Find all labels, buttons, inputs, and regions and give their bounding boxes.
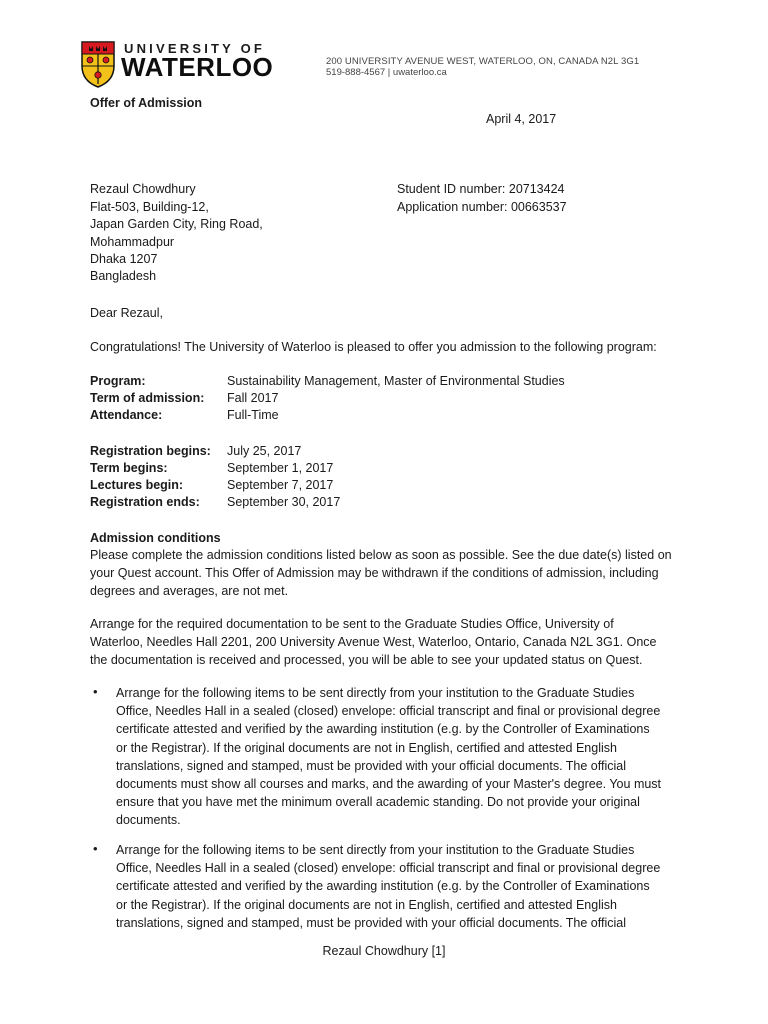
university-name-wordmark: WATERLOO [121, 52, 274, 82]
registration-ends-value: September 30, 2017 [227, 495, 341, 509]
recipient-address-line: Bangladesh [90, 269, 157, 283]
letter-date: April 4, 2017 [486, 112, 557, 126]
registration-ends-label: Registration ends: [90, 495, 200, 509]
bullet-item: Arrange for the following items to be sent directly from your institution to the Graduate Studies Office, Needles Hall in a sealed (closed) envelope: official transcript and final or provisional degree certificate attested and verified by the awarding institution (e.g. by the Controller of Examinations or the Registrar). If the original documents are not in English, certified and attested English translations, signed and stamped, must be provided with your official documents. The official documents must show all courses and marks, and the awarding of your Master's degree. You must ensure that you have met the minimum overall academic standing. Do not provide your original documents. [116, 686, 662, 828]
admission-conditions-heading: Admission conditions [90, 531, 221, 545]
application-number: Application number: 00663537 [397, 200, 567, 214]
conditions-paragraph: Please complete the admission conditions listed below as soon as possible. See the due date(s) listed on your Quest account. This Offer of Admission may be withdrawn if the conditions of admission, including degrees and averages, are not met. [90, 548, 672, 599]
recipient-address-line: Mohammadpur [90, 235, 175, 249]
university-of-wordmark: UNIVERSITY OF [124, 41, 266, 56]
registration-begins-value: July 25, 2017 [227, 444, 302, 458]
intro-paragraph: Congratulations! The University of Waterloo is pleased to offer you admission to the following program: [90, 340, 657, 354]
bullet-item: Arrange for the following items to be sent directly from your institution to the Graduate Studies Office, Needles Hall in a sealed (closed) envelope: official transcript and final or provisional degree certificate attested and verified by the awarding institution (e.g. by the Controller of Examinations or the Registrar). If the original documents are not in English, certified and attested English translations, signed and stamped, must be provided with your official documents. The official [116, 843, 661, 930]
program-value: Sustainability Management, Master of Environmental Studies [227, 374, 565, 388]
recipient-address-line: Dhaka 1207 [90, 252, 158, 266]
student-id: Student ID number: 20713424 [397, 182, 565, 196]
documentation-paragraph: Arrange for the required documentation to be sent to the Graduate Studies Office, University of Waterloo, Needles Hall 2201, 200 University Avenue West, Waterloo, Ontario, Canada N2L 3G1. Once the documentation is received and processed, you will be able to see your updated status on Quest. [90, 617, 657, 668]
attendance-label: Attendance: [90, 408, 163, 422]
recipient-name: Rezaul Chowdhury [90, 182, 196, 196]
document-title: Offer of Admission [90, 96, 203, 110]
term-begins-label: Term begins: [90, 461, 168, 475]
lectures-begin-value: September 7, 2017 [227, 478, 334, 492]
registration-begins-label: Registration begins: [90, 444, 211, 458]
bullet-marker: • [93, 841, 98, 856]
recipient-address-line: Flat-503, Building-12, [90, 200, 209, 214]
letterhead-address: 200 UNIVERSITY AVENUE WEST, WATERLOO, ON, CANADA N2L 3G1 [326, 56, 640, 67]
lectures-begin-label: Lectures begin: [90, 478, 184, 492]
term-label: Term of admission: [90, 391, 205, 405]
university-crest-logo [80, 40, 116, 88]
program-label: Program: [90, 374, 146, 388]
recipient-address-line: Japan Garden City, Ring Road, [90, 217, 263, 231]
term-begins-value: September 1, 2017 [227, 461, 334, 475]
letterhead-contact: 519-888-4567 | uwaterloo.ca [326, 67, 447, 78]
term-value: Fall 2017 [227, 391, 279, 405]
bullet-marker: • [93, 684, 98, 699]
salutation: Dear Rezaul, [90, 306, 163, 320]
page-footer: Rezaul Chowdhury [1] [322, 944, 446, 958]
attendance-value: Full-Time [227, 408, 279, 422]
